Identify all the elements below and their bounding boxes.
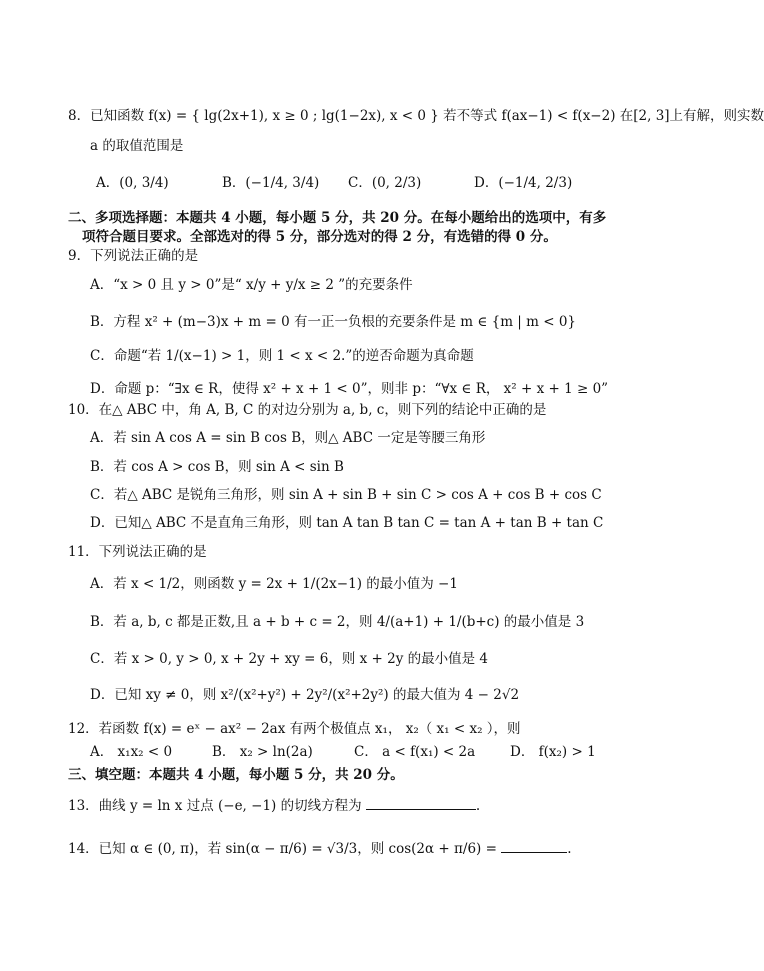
q10-option-c: C．若△ ABC 是锐角三角形，则 sin A + sin B + sin C > cos A + cos B + cos C (90, 487, 602, 503)
q11-stem: 11．下列说法正确的是 (68, 544, 207, 560)
q11-option-a: A．若 x < 1/2，则函数 y = 2x + 1/(2x−1) 的最小值为 −1 (90, 576, 458, 592)
q13-end: . (475, 798, 481, 814)
q9-option-a: A．“x > 0 且 y > 0”是“ x/y + y/x ≥ 2 ”的充要条件 (90, 277, 413, 293)
q8-option-d: D．(−1/4, 2/3) (474, 175, 573, 191)
q8-line1: 8．已知函数 f(x) = { lg(2x+1), x ≥ 0 ; lg(1−2x), x < 0 } 若不等式 f(ax−1) < f(x−2) 在[2, 3]上有解，则实数 (68, 108, 764, 124)
q11-option-d: D．已知 xy ≠ 0，则 x²/(x²+y²) + 2y²/(x²+2y²) 的最大值为 4 − 2√2 (90, 687, 520, 703)
q14-line (68, 841, 572, 857)
q13-answer-blank[interactable] (366, 809, 476, 810)
q10-option-b: B．若 cos A > cos B，则 sin A < sin B (90, 459, 344, 475)
q9-option-d: D．命题 p：“∃x ∈ R，使得 x² + x + 1 < 0”，则非 p：“∀x ∈ R， x² + x + 1 ≥ 0” (90, 381, 609, 397)
q11-option-c: C．若 x > 0, y > 0, x + 2y + xy = 6，则 x + 2y 的最小值是 4 (90, 651, 489, 667)
section3-heading: 三、填空题：本题共 4 小题，每小题 5 分，共 20 分。 (68, 767, 404, 783)
q9-stem: 9．下列说法正确的是 (68, 248, 199, 264)
q12-option-b: B． x₂ > ln(2a) (212, 744, 313, 760)
section2-line1: 二、多项选择题：本题共 4 小题，每小题 5 分，共 20 分。在每小题给出的选项中，有多 (68, 210, 607, 226)
q8-option-b: B．(−1/4, 3/4) (222, 175, 320, 191)
q12-option-c: C． a < f(x₁) < 2a (354, 744, 476, 760)
q10-stem: 10．在△ ABC 中，角 A, B, C 的对边分别为 a, b, c，则下列的结论中正确的是 (68, 402, 547, 418)
q10-option-d: D．已知△ ABC 不是直角三角形，则 tan A tan B tan C = tan A + tan B + tan C (90, 515, 604, 531)
q13-text: 13．曲线 y = ln x 过点 (−e, −1) 的切线方程为 (68, 798, 362, 814)
q10-option-a: A．若 sin A cos A = sin B cos B，则△ ABC 一定是等腰三角形 (90, 430, 486, 446)
q14-text: 14．已知 α ∈ (0, π)，若 sin(α − π/6) = √3/3，则 cos(2α + π/6) = (68, 841, 497, 857)
q14-end: . (567, 841, 572, 857)
q8-options (0, 175, 688, 195)
q12-option-d: D． f(x₂) > 1 (510, 744, 596, 760)
q8-option-c: C．(0, 2/3) (348, 175, 422, 191)
q12-option-a: A． x₁x₂ < 0 (90, 744, 173, 760)
q8-line2: a 的取值范围是 (90, 138, 184, 154)
q11-option-b: B．若 a, b, c 都是正数,且 a + b + c = 2，则 4/(a+1) + 1/(b+c) 的最小值是 3 (90, 614, 585, 630)
q8-option-a: A．(0, 3/4) (96, 175, 169, 191)
q12-options (0, 744, 688, 764)
q13-line (68, 798, 480, 814)
q12-stem: 12．若函数 f(x) = eˣ − ax² − 2ax 有两个极值点 x₁， x₂（ x₁ < x₂ ），则 (68, 721, 521, 737)
q14-answer-blank[interactable] (501, 852, 567, 853)
section2-line2: 项符合题目要求。全部选对的得 5 分，部分选对的得 2 分，有选错的得 0 分。 (82, 229, 557, 245)
q9-option-c: C．命题“若 1/(x−1) > 1，则 1 < x < 2.”的逆否命题为真命题 (90, 348, 474, 364)
q9-option-b: B．方程 x² + (m−3)x + m = 0 有一正一负根的充要条件是 m ∈ {m | m < 0} (90, 314, 577, 330)
